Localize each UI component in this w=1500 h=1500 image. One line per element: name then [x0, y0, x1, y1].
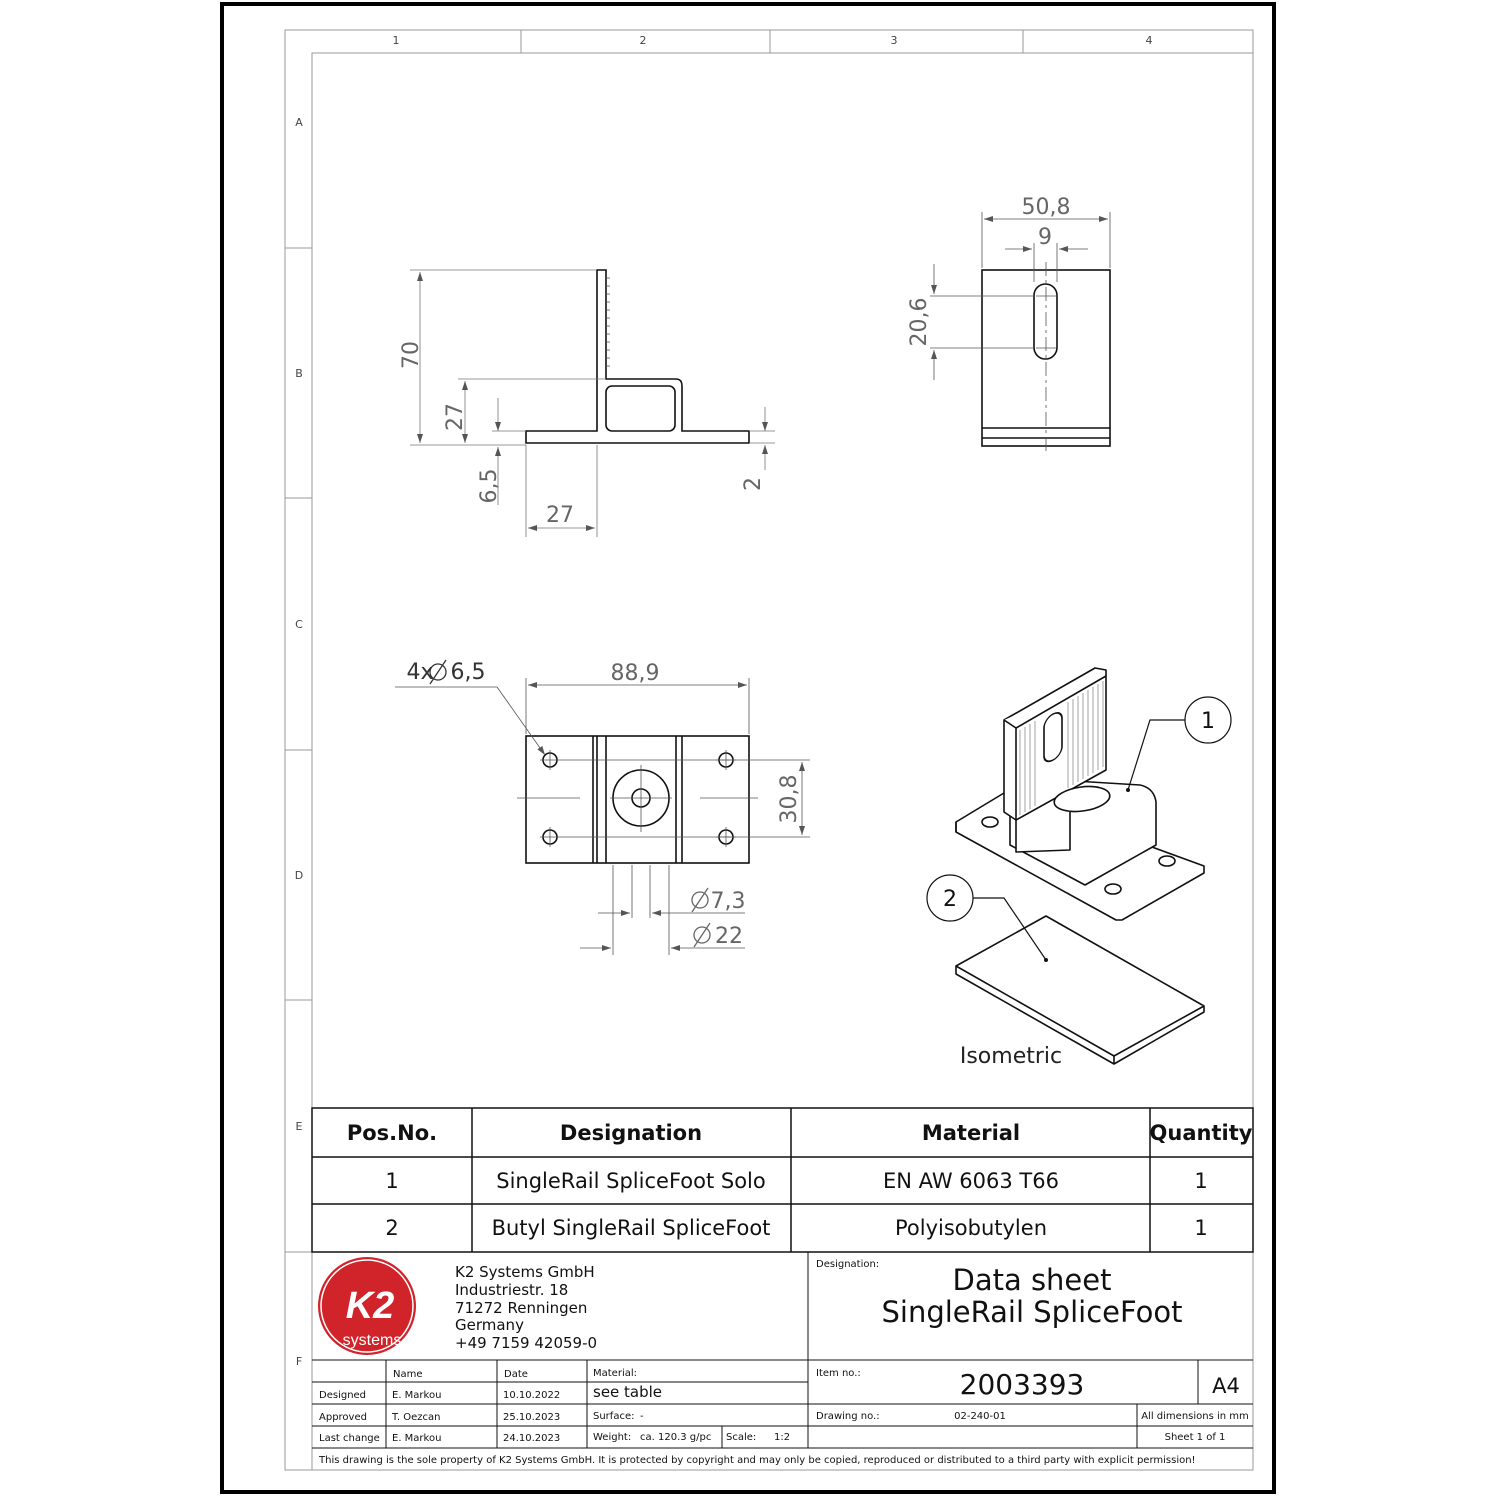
isometric-view — [927, 668, 1231, 1069]
title-line-1: Data sheet — [952, 1263, 1112, 1297]
zone-col-4: 4 — [1145, 34, 1153, 47]
approved-name: T. Oezcan — [392, 1412, 441, 1423]
parts-row-2-designation: Butyl SingleRail SpliceFoot — [491, 1216, 771, 1240]
isometric-label: Isometric — [959, 1044, 1063, 1069]
item-no-label: Item no.: — [816, 1368, 861, 1379]
dim-front-slot-length: 20,6 — [907, 297, 932, 347]
dim-top-hole-spacing: 30,8 — [777, 774, 802, 824]
dim-top-holes-count: 4x — [406, 660, 434, 685]
approved-label: Approved — [319, 1412, 367, 1423]
dim-front-width: 50,8 — [1021, 195, 1071, 220]
name-column-header: Name — [393, 1369, 423, 1380]
zone-col-1: 1 — [392, 34, 400, 47]
parts-header-designation: Designation — [559, 1121, 703, 1145]
inner-frame — [312, 53, 1253, 1470]
item-no: 2003393 — [959, 1368, 1085, 1401]
company-street: Industriestr. 18 — [455, 1281, 569, 1299]
company-phone: +49 7159 42059-0 — [455, 1334, 598, 1352]
title-line-2: SingleRail SpliceFoot — [881, 1295, 1183, 1329]
side-view — [399, 270, 775, 537]
outer-frame — [285, 30, 1253, 1470]
weight-label: Weight: — [593, 1432, 632, 1443]
zone-grid — [285, 30, 1023, 1252]
material-value: see table — [593, 1383, 663, 1401]
dim-side-thickness: 2 — [741, 477, 766, 491]
dim-top-small-dia: 7,3 — [710, 889, 746, 914]
dim-side-height: 70 — [399, 341, 424, 369]
parts-row-2-material: Polyisobutylen — [894, 1216, 1048, 1240]
dim-side-base-offset: 6,5 — [477, 468, 502, 504]
drawing-no: 02-240-01 — [954, 1411, 1006, 1422]
last-change-label: Last change — [319, 1433, 380, 1444]
designation-label: Designation: — [816, 1259, 880, 1270]
zone-row-b: B — [295, 367, 303, 380]
zone-row-c: C — [295, 618, 303, 631]
dim-top-holes-dia: 6,5 — [450, 660, 486, 685]
zone-row-e: E — [295, 1120, 303, 1133]
parts-header-material: Material — [921, 1121, 1021, 1145]
company-name: K2 Systems GmbH — [455, 1263, 595, 1281]
dim-top-large-dia: 22 — [715, 924, 743, 949]
balloon-2: 2 — [943, 887, 957, 912]
k2-systems-logo — [318, 1257, 416, 1355]
company-country: Germany — [455, 1316, 524, 1334]
surface-label: Surface: — [593, 1411, 635, 1422]
company-city: 71272 Renningen — [455, 1299, 588, 1317]
parts-row-2-pos: 2 — [385, 1216, 399, 1240]
front-view — [907, 195, 1110, 453]
dim-top-width: 88,9 — [610, 661, 660, 686]
designed-label: Designed — [319, 1390, 367, 1401]
date-column-header: Date — [504, 1369, 528, 1380]
title-block — [312, 1252, 1253, 1466]
parts-header-pos: Pos.No. — [346, 1121, 438, 1145]
parts-row-2-qty: 1 — [1194, 1216, 1208, 1240]
dim-side-box-height: 27 — [443, 403, 468, 431]
top-view — [395, 660, 810, 955]
last-change-date: 24.10.2023 — [503, 1433, 561, 1444]
zone-row-f: F — [295, 1355, 303, 1368]
parts-row-1-pos: 1 — [385, 1169, 399, 1193]
zone-row-a: A — [295, 116, 303, 129]
dim-side-width: 27 — [546, 503, 574, 528]
zone-col-3: 3 — [890, 34, 898, 47]
surface-value: - — [640, 1411, 644, 1422]
logo-subtext: systems — [342, 1332, 402, 1349]
parts-row-1-qty: 1 — [1194, 1169, 1208, 1193]
parts-row-1-material: EN AW 6063 T66 — [883, 1169, 1059, 1193]
dim-front-slot-width: 9 — [1038, 225, 1052, 250]
zone-col-2: 2 — [639, 34, 647, 47]
sheet-count: Sheet 1 of 1 — [1164, 1432, 1226, 1443]
units-note: All dimensions in mm — [1141, 1411, 1249, 1422]
scale-label: Scale: — [726, 1432, 757, 1443]
last-change-name: E. Markou — [392, 1433, 442, 1444]
scale-value: 1:2 — [774, 1432, 791, 1443]
designed-name: E. Markou — [392, 1390, 442, 1401]
balloon-1: 1 — [1201, 709, 1215, 734]
weight-value: ca. 120.3 g/pc — [640, 1432, 712, 1443]
drawing-no-label: Drawing no.: — [816, 1411, 880, 1422]
sheet-format: A4 — [1212, 1374, 1240, 1398]
designed-date: 10.10.2022 — [503, 1390, 561, 1401]
approved-date: 25.10.2023 — [503, 1412, 561, 1423]
zone-row-d: D — [294, 869, 304, 882]
parts-header-quantity: Quantity — [1149, 1121, 1253, 1145]
material-label: Material: — [593, 1368, 637, 1379]
logo-text: K2 — [345, 1285, 395, 1327]
parts-row-1-designation: SingleRail SpliceFoot Solo — [496, 1169, 766, 1193]
copyright-notice: This drawing is the sole property of K2 Systems GmbH. It is protected by copyright and may only be copied, reproduced or distributed to a third party with explicit permission! — [319, 1455, 1196, 1466]
parts-table — [312, 1108, 1253, 1252]
